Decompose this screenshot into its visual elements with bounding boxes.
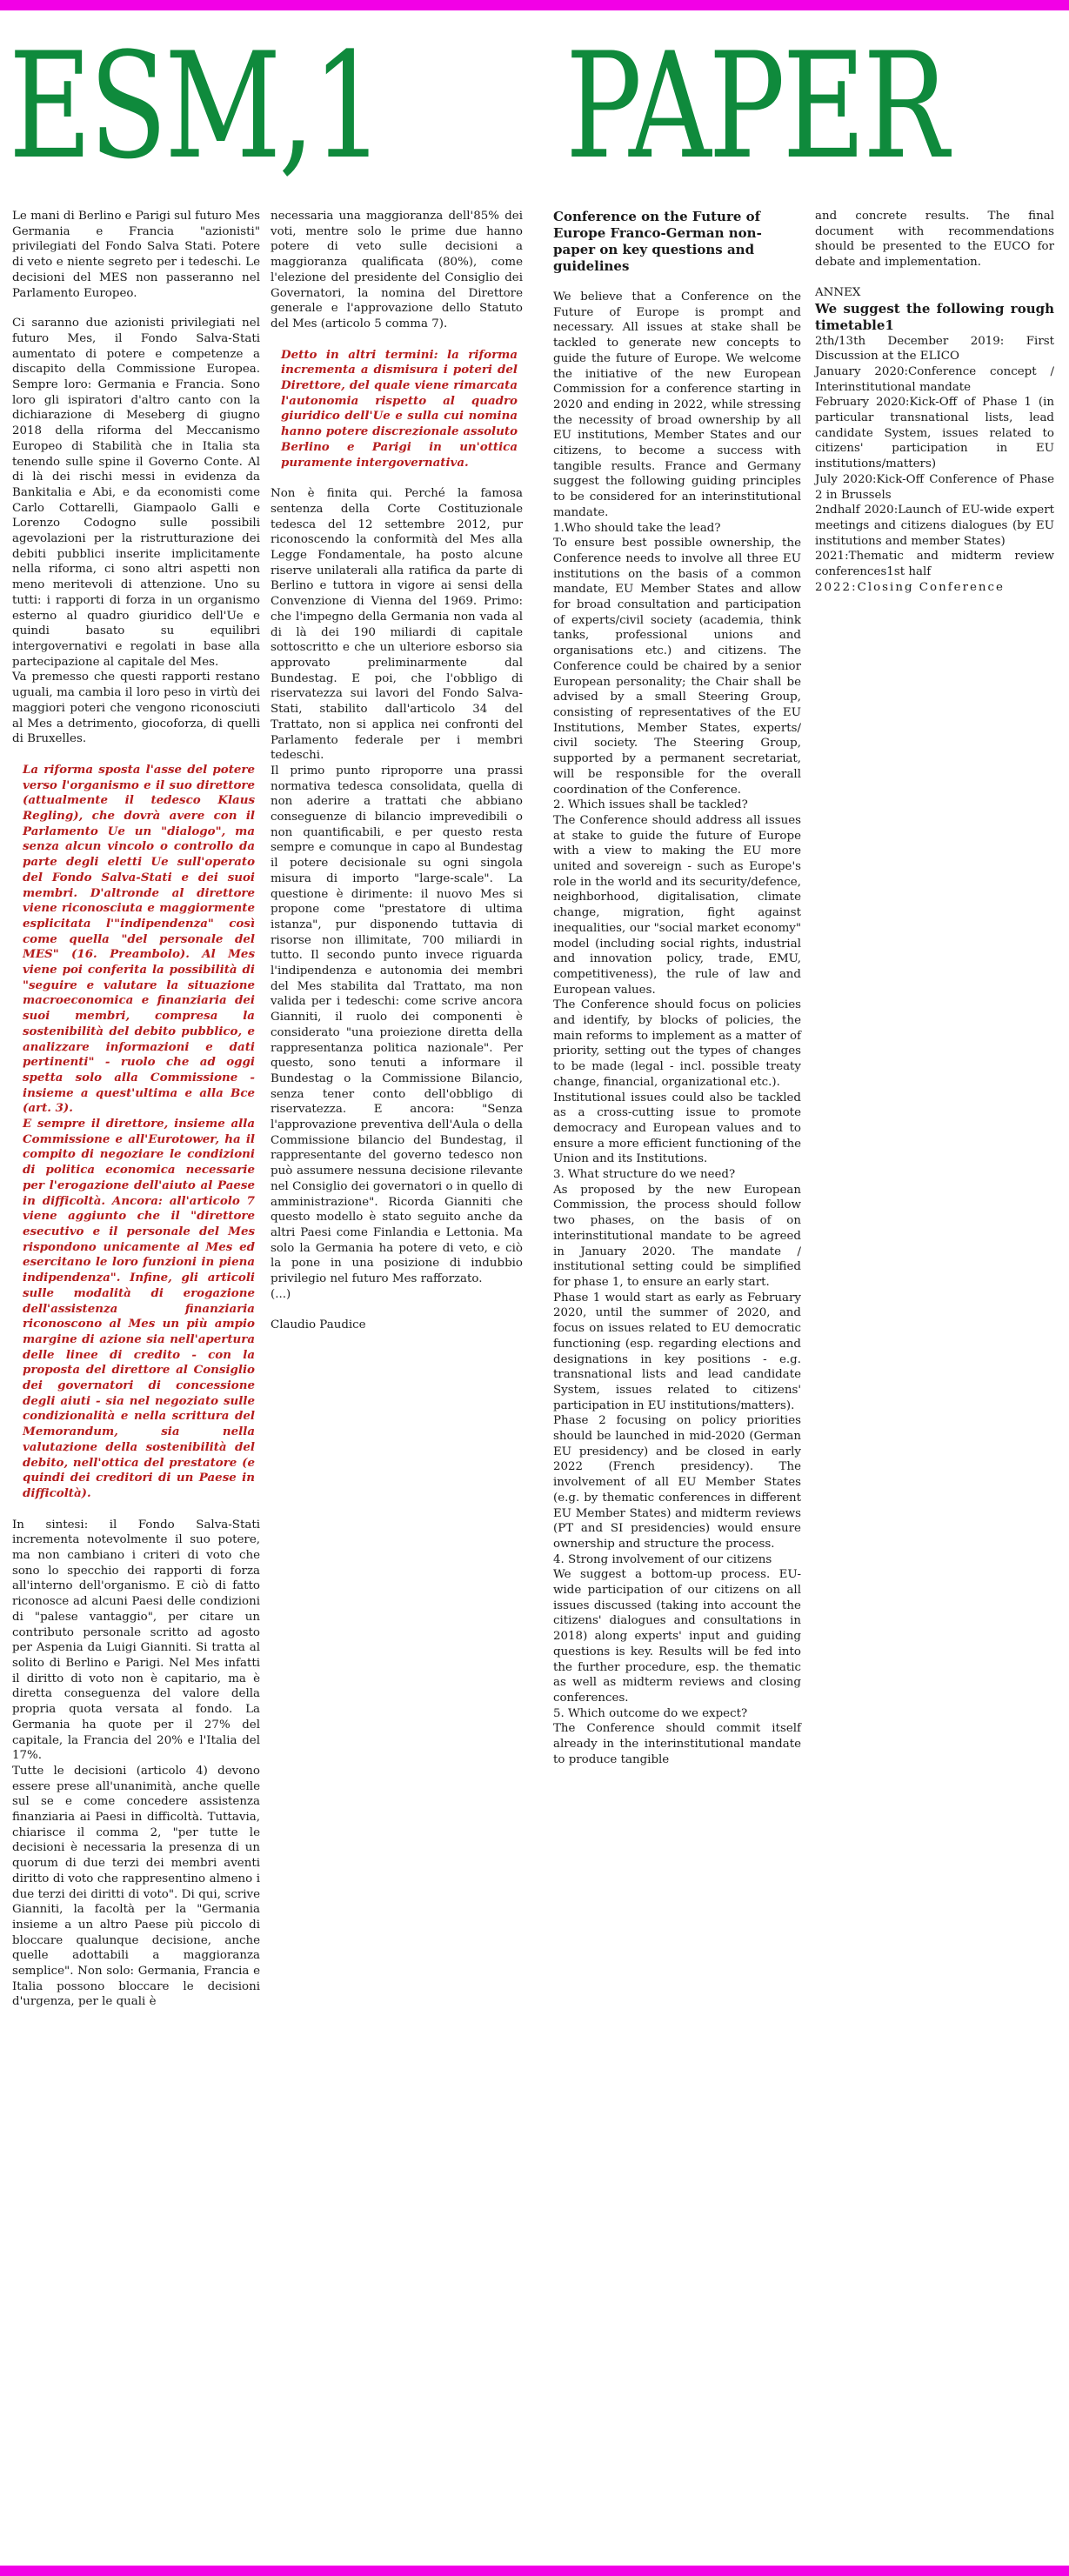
masthead-word-paper: PAPER	[565, 21, 946, 191]
question-heading: 2. Which issues shall be tackled?	[553, 798, 748, 812]
timetable-item: February 2020:Kick-Off of Phase 1 (in particular transnational lists, lead candidate System, issues related to citizens' participation in EU institutions/matters)	[815, 396, 1054, 471]
highlight-quote: La riforma sposta l'asse del potere verso l'organismo e il suo direttore (attualmente il tedesco Klaus Regling), che dovrà avere con il Parlamento Ue un "dialogo", ma senza alcun vincolo o controllo da parte degli eletti Ue sull'operato del Fondo Salva-Stati e dei suoi membri. D'altronde al direttore viene riconosciuta e maggiormente esplicitata l'"indipendenza" così come quella "del personale del MES" (16. Preambolo). Al Mes viene poi conferita la possibilità di "seguire e valutare la situazione macroeconomica e finanziaria dei suoi membri, compresa la sostenibilità del debito pubblico, e analizzare informazioni e dati pertinenti" - ruolo che ad oggi spetta solo alla Commissione - insieme a quest'ultima e alla Bce (art. 3).	[23, 762, 255, 1116]
highlight-quote: Detto in altri termini: la riforma incrementa a dismisura i poteri del Direttore, del quale viene rimarcata l'autonomia rispetto al quadro giuridico dell'Ue e sulla cui nomina hanno potere discrezionale assoluto Berlino e Parigi in un'ottica puramente intergovernativa.	[281, 347, 518, 470]
body-paragraph: necessaria una maggioranza dell'85% dei voti, mentre solo le prime due hanno potere di veto sulle decisioni a maggioranza qualificata (80%), come l'elezione del presidente del Consiglio dei Governatori, la nomina del Direttore generale e l'approvazione dello Statuto del Mes (articolo 5 comma 7).	[271, 210, 523, 330]
body-paragraph: Ci saranno due azionisti privilegiati nel futuro Mes, il Fondo Salva-Stati aumentato di potere e competenze a discapito della Commissione Europea. Sempre loro: Germania e Francia. Sono loro gli ispiratori d'altro canto con la dichiarazione di Meseberg di giugno 2018 della riforma del Meccanismo Europeo di Stabilità che in Italia sta tenendo sulle spine il Governo Conte. Al di là dei rischi messi in evidenza da Bankitalia e Abi, e da economisti come Carlo Cottarelli, Giampaolo Galli e Lorenzo Codogno sulle possibili agevolazioni per la ristrutturazione dei debiti pubblici inserite implicitamente nella riforma, ci sono altri aspetti non meno meritevoli di attenzione. Uno su tutti: i rapporti di forza in un organismo esterno al quadro giuridico dell'Ue e quindi basato su equilibri intergovernativi e regolati in base alla partecipazione al capitale del Mes.	[12, 317, 260, 669]
article-heading: Conference on the Future of Europe Franco-German non-paper on key questions and guidelines	[553, 209, 762, 274]
author-name: Claudio Paudice	[271, 1318, 366, 1331]
body-paragraph: To ensure best possible ownership, the Conference needs to involve all three EU institutions on the basis of a common mandate, EU Member States and allow for broad consultation and participation of experts/civil society (academia, think tanks, professional unions and organisations etc.) and citizens. The Conference could be chaired by a senior European personality; the Chair shall be advised by a small Steering Group, consisting of representatives of the EU Institutions, Member States, experts/ civil society. The Steering Group, supported by a permanent secretariat, will be responsible for the overall coordination of the Conference.	[553, 537, 801, 797]
bottom-magenta-bar	[0, 2566, 1069, 2576]
column-3	[553, 209, 801, 1768]
body-paragraph: Institutional issues could also be tackled as a cross-cutting issue to promote democracy and European values and to ensure a more efficient functioning of the Union and its Institutions.	[553, 1091, 801, 1166]
column-1	[12, 209, 260, 2010]
body-paragraph: and concrete results. The final document with recommendations should be presented to the EUCO for debate and implementation.	[815, 210, 1054, 270]
body-paragraph: As proposed by the new European Commission, the process should follow two phases, on the basis of on interinstitutional mandate to be agreed in January 2020. The mandate / institutional setting could be simplified for phase 1, to ensure an early start.	[553, 1183, 801, 1289]
body-paragraph: Tutte le decisioni (articolo 4) devono essere prese all'unanimità, anche quelle sul se e come concedere assistenza finanziaria ai Paesi in difficoltà. Tuttavia, chiarisce il comma 2, "per tutte le decisioni è necessaria la presenza di un quorum di due terzi dei membri aventi diritto di voto che rappresentino almeno i due terzi dei diritti di voto". Di qui, scrive Gianniti, la facoltà per la "Germania insieme a un altro Paese più piccolo di bloccare qualunque decisione, anche quelle adottabili a maggioranza semplice". Non solo: Germania, Francia e Italia possono bloccare le decisioni d'urgenza, per le quali è	[12, 1764, 260, 2009]
timetable-item: July 2020:Kick-Off Conference of Phase 2 in Brussels	[815, 472, 1054, 502]
body-paragraph: The Conference should address all issues at stake to guide the future of Europe with a view to making the EU more united and sovereign - such as Europe's role in the world and its security/defence, neighborhood, digitalisation, climate change, migration, fight against inequalities, our "social market economy" model (including social rights, industrial and innovation policy, trade, EMU, competitiveness), the rule of law and European values.	[553, 813, 801, 997]
intro-paragraph: Le mani di Berlino e Parigi sul futuro Mes Germania e Francia "azionisti" privilegiati del Fondo Salva Stati. Potere di veto e niente segreto per i tedeschi. Le decisioni del MES non passeranno nel Parlamento Europeo.	[12, 210, 260, 300]
timetable-item: 2ndhalf 2020:Launch of EU-wide expert meetings and citizens dialogues (by EU institutions and member States)	[815, 504, 1054, 548]
top-magenta-bar	[0, 0, 1069, 10]
annex-label: ANNEX	[815, 285, 861, 299]
body-paragraph: The Conference should commit itself already in the interinstitutional mandate to produce tangible	[553, 1722, 801, 1766]
masthead-word-esm: ESM,1	[9, 21, 383, 191]
body-paragraph: Non è finita qui. Perché la famosa sentenza della Corte Costituzionale tedesca del 12 settembre 2012, pur riconoscendo la conformità del Mes alla Legge Fondamentale, ha posto alcune riserve unilaterali alla ratifica da parte di Berlino e tuttora in vigore ai sensi della Convenzione di Vienna del 1969. Primo: che l'impegno della Germania non vada al di là dei 190 miliardi di capitale sottoscritto e che un ulteriore esborso sia approvato preliminarmente dal Bundestag. E poi, che l'obbligo di riservatezza sui lavori del Fondo Salva-Stati, stabilito dall'articolo 34 del Trattato, non si applica nei confronti del Parlamento federale per i membri tedeschi.	[271, 487, 523, 763]
body-paragraph: Il primo punto riproporre una prassi normativa tedesca consolidata, quella di non aderire a trattati che abbiano conseguenze di bilancio imprevedibili o non quantificabili, e per questo resta sempre e comunque in capo al Bundestag il potere decisionale su ogni singola misura di importo "large-scale". La questione è dirimente: il nuovo Mes si propone come "prestatore di ultima istanza", pur disponendo tuttavia di risorse non illimitate, 700 miliardi in tutto. Il secondo punto invece riguarda l'indipendenza e autonomia dei membri del Mes stabilita dal Trattato, ma non valida per i tedeschi: come scrive ancora Gianniti, il ruolo dei componenti è considerato "una proiezione diretta della rappresentanza politica nazionale". Per questo, sono tenuti a informare il Bundestag o la Commissione Bilancio, senza tener conto dell'obbligo di riservatezza. E ancora: "Senza l'approvazione preventiva dell'Aula o della Commissione bilancio del Bundestag, il rappresentante del governo tedesco non può assumere nessuna decisione rilevante nel Consiglio dei governatori o in quello di amministrazione". Ricorda Gianniti che questo modello è stato seguito anche da altri Paesi come Finlandia e Lettonia. Ma solo la Germania ha potere di veto, e ciò la pone in una posizione di indubbio privilegio nel futuro Mes rafforzato.	[271, 764, 523, 1286]
question-heading: 3. What structure do we need?	[553, 1168, 736, 1182]
highlight-quote: E sempre il direttore, insieme alla Commissione e all'Eurotower, ha il compito di negoziare le condizioni di politica economica necessarie per l'erogazione dell'aiuto al Paese in difficoltà. Ancora: all'articolo 7 viene aggiunto che il "direttore esecutivo e il personale del Mes rispondono unicamente al Mes ed esercitano le loro funzioni in piena indipendenza". Infine, gli articoli sulle modalità di erogazione dell'assistenza finanziaria riconoscono al Mes un più ampio margine di azione sia nell'apertura delle linee di credito - con la proposta del direttore al Consiglio dei governatori di concessione degli aiuti - sia nel negoziato sulle condizionalità e nella scrittura del Memorandum, sia nella valutazione della sostenibilità del debito, nell'ottica del prestatore (e quindi dei creditori di un Paese in difficoltà).	[23, 1117, 255, 1500]
question-heading: 1.Who should take the lead?	[553, 521, 721, 535]
timetable-item: 2022:Closing Conference	[815, 580, 1005, 594]
body-paragraph: Va premesso che questi rapporti restano uguali, ma cambia il loro peso in virtù dei maggiori poteri che vengono riconosciuti al Mes a detrimento, giocoforza, di quelli di Bruxelles.	[12, 671, 260, 746]
timetable-heading: We suggest the following rough timetable1	[815, 300, 1054, 333]
body-paragraph: In sintesi: il Fondo Salva-Stati incrementa notevolmente il suo potere, ma non cambiano i criteri di voto che sono lo specchio dei rapporti di forza all'interno dell'organismo. E ciò di fatto riconosce ad alcuni Paesi delle condizioni di "palese vantaggio", per citare un contributo personale scritto ad agosto per Aspenia da Luigi Gianniti. Si tratta al solito di Berlino e Parigi. Nel Mes infatti il diritto di voto non è capitario, ma è diretta conseguenza del valore della propria quota versata al fondo. La Germania ha quote per il 27% del capitale, la Francia del 20% e l'Italia del 17%.	[12, 1518, 260, 1763]
question-heading: 4. Strong involvement of our citizens	[553, 1552, 772, 1566]
timetable-item: 2021:Thematic and midterm review conferences1st half	[815, 550, 1054, 579]
column-4	[815, 209, 1054, 595]
question-heading: 5. Which outcome do we expect?	[553, 1706, 748, 1720]
body-paragraph: We suggest a bottom-up process. EU-wide participation of our citizens on all issues discussed (taking into account the citizens' dialogues and consultations in 2018) along experts' input and guiding questions is key. Results will be fed into the further procedure, esp. the thematic as well as midterm reviews and closing conferences.	[553, 1568, 801, 1705]
masthead	[0, 19, 1069, 193]
ellipsis: (...)	[271, 1287, 291, 1301]
timetable-item: 2th/13th December 2019: First Discussion at the ELICO	[815, 334, 1054, 364]
body-paragraph: Phase 2 focusing on policy priorities should be launched in mid-2020 (German EU presidency) and be closed in early 2022 (French presidency). The involvement of all EU Member States (e.g. by thematic conferences in different EU Member States) and midterm reviews (PT and SI presidencies) would ensure ownership and structure the process.	[553, 1414, 801, 1551]
timetable-item: January 2020:Conference concept / Interinstitutional mandate	[815, 364, 1054, 394]
body-paragraph: Phase 1 would start as early as February 2020, until the summer of 2020, and focus on issues related to EU democratic functioning (esp. regarding elections and designations in key positions - e.g. transnational lists and lead candidate System, issues related to citizens' participation in EU institutions/matters).	[553, 1291, 801, 1412]
body-paragraph: We believe that a Conference on the Future of Europe is prompt and necessary. All issues at stake shall be tackled to generate new concepts to guide the future of Europe. We welcome the initiative of the new European Commission for a conference starting in 2020 and ending in 2022, while stressing the necessity of broad ownership by all EU institutions, Member States and our citizens, to become a success with tangible results. France and Germany suggest the following guiding principles to be considered for an interinstitutional mandate.	[553, 290, 801, 519]
column-2	[271, 209, 523, 1332]
body-paragraph: The Conference should focus on policies and identify, by blocks of policies, the main reforms to implement as a matter of priority, setting out the types of changes to be made (legal - incl. possible treaty change, financial, organizational etc.).	[553, 998, 801, 1089]
